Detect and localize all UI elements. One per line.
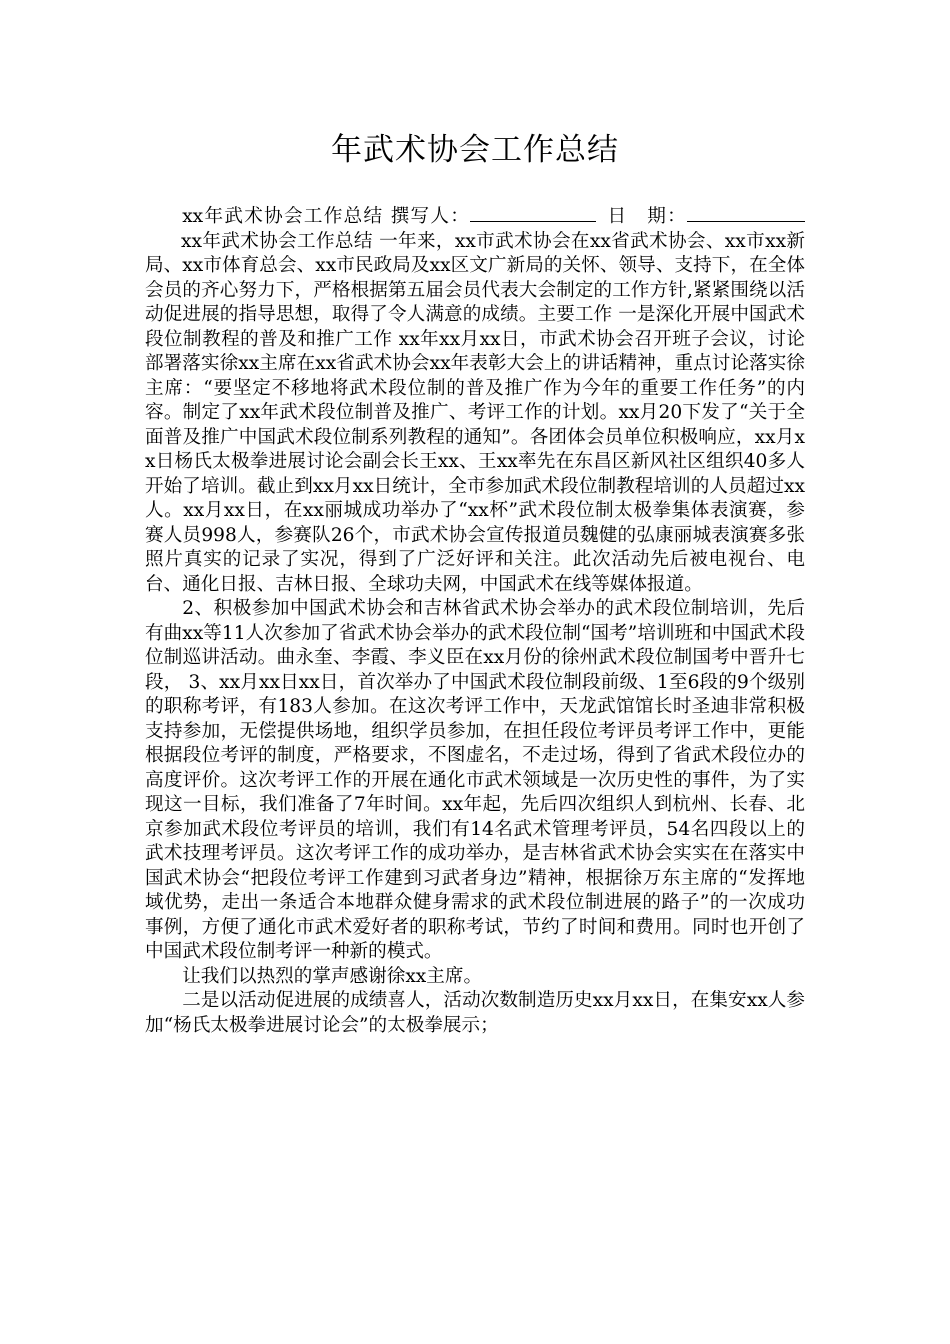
date-label: 日 期： xyxy=(606,206,687,227)
header-line xyxy=(145,203,805,597)
date-blank xyxy=(687,203,717,222)
document-body xyxy=(145,203,805,1038)
header-prefix: xx年武术协会工作总结 撰写人： xyxy=(182,206,471,227)
paragraph-4: 二是以活动促进展的成绩喜人，活动次数制造历史xx月xx日，在集安xx人参加“杨氏太极拳进展讨论会”的太极拳展示； xyxy=(145,990,805,1036)
date-blank-continued xyxy=(717,203,805,222)
author-blank xyxy=(470,203,596,222)
paragraph-2: 2、积极参加中国武术协会和吉林省武术协会举办的武术段位制培训，先后有曲xx等11人次参加了省武术协会举办的武术段位制“国考”培训班和中国武术段位制巡讲活动。曲永奎、李霞、李义臣在xx月份的徐州武术段位制国考中晋升七段， 3、xx月xx日xx日，首次举办了中国武术段位制段前级、1至6段的9个级别的职称考评，有183人参加。在这次考评工作中，天龙武馆馆长时圣迪非常积极支持参加，无偿提供场地，组织学员参加，在担任段位考评员考评工作中，更能根据段位考评的制度，严格要求，不图虚名，不走过场，得到了省武术段位办的高度评价。这次考评工作的开展在通化市武术领域是一次历史性的事件，为了实现这一目标，我们准备了7年时间。xx年起，先后四次组织人到杭州、长春、北京参加武术段位考评员的培训，我们有14名武术管理考评员，54名四段以上的武术技理考评员。这次考评工作的成功举办，是吉林省武术协会实实在在落实中国武术协会“把段位考评工作建到习武者身边”精神，根据徐万东主席的“发挥地域优势，走出一条适合本地群众健身需求的武术段位制进展的路子”的一次成功事例，方便了通化市武术爱好者的职称考试，节约了时间和费用。同时也开创了中国武术段位制考评一种新的模式。 xyxy=(145,598,805,962)
paragraph-3: 让我们以热烈的掌声感谢徐xx主席。 xyxy=(182,965,483,987)
paragraph-1: xx年武术协会工作总结 一年来，xx市武术协会在xx省武术协会、xx市xx新局、xx市体育总会、xx市民政局及xx区文广新局的关怀、领导、支持下，在全体会员的齐心努力下，严格根据第五届会员代表大会制定的工作方针,紧紧围绕以活动促进展的指导思想，取得了令人满意的成绩。主要工作 一是深化开展中国武术段位制教程的普及和推广工作 xx年xx月xx日，市武术协会召开班子会议，讨论部署落实徐xx主席在xx省武术协会xx年表彰大会上的讲话精神，重点讨论落实徐主席：“要坚定不移地将武术段位制的普及推广作为今年的重要工作任务”的内容。制定了xx年武术段位制普及推广、考评工作的计划。xx月20下发了“关于全面普及推广中国武术段位制系列教程的通知”。各团体会员单位积极响应，xx月xx日杨氏太极拳进展讨论会副会长王xx、王xx率先在东昌区新风社区组织40多人开始了培训。截止到xx月xx日统计，全市参加武术段位制教程培训的人员超过xx人。xx月xx日，在xx丽城成功举办了“xx杯”武术段位制太极拳集体表演赛，参赛人员998人，参赛队26个，市武术协会宣传报道员魏健的弘康丽城表演赛多张照片真实的记录了实况，得到了广泛好评和关注。此次活动先后被电视台、电台、通化日报、吉林日报、全球功夫网，中国武术在线等媒体报道。 xyxy=(145,230,805,595)
document-title: 年武术协会工作总结 xyxy=(331,132,619,168)
